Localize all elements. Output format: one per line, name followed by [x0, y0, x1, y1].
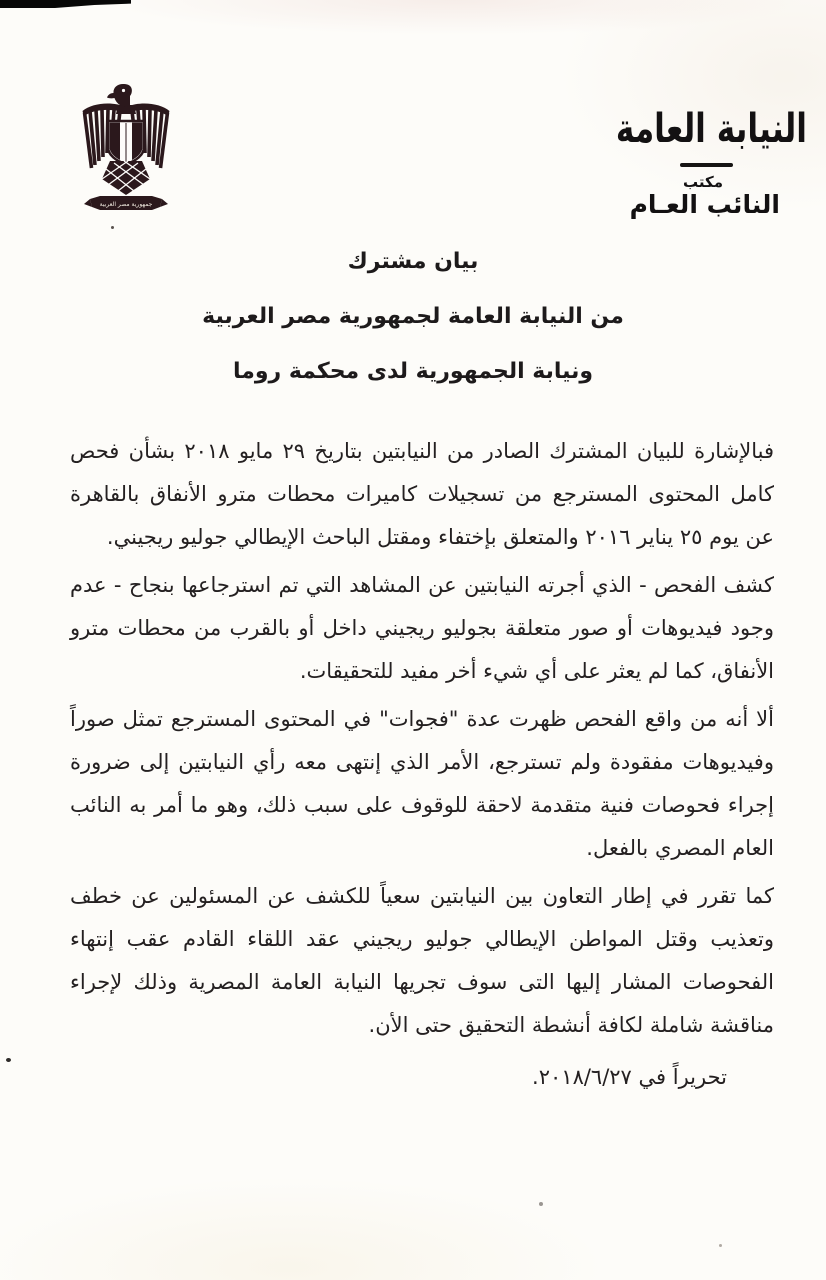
- calligraphy-flourish-underline: [680, 163, 733, 167]
- office-label: مكتب: [682, 173, 723, 191]
- prosecution-calligraphy-logo: النيابة العامة: [615, 106, 807, 152]
- scan-speck: [719, 1244, 722, 1247]
- egypt-coat-of-arms-emblem: [80, 83, 172, 219]
- attorney-general-label: النائب العـام: [629, 190, 780, 219]
- statement-paragraph-2: كشف الفحص - الذي أجرته النيابتين عن المشاهد التي تم استرجاعها بنجاح - عدم وجود فيديوهات أو صور متعلقة بجوليو ريجيني داخل أو بالقرب من محطات مترو الأنفاق، كما لم يعثر على أي شيء أخر مفيد للتحقيقات.: [70, 573, 774, 683]
- statement-title: بيان مشترك: [347, 249, 479, 274]
- scan-speck: [539, 1202, 543, 1206]
- issued-date-line: تحريراً في ٢٠١٨/٦/٢٧.: [532, 1065, 727, 1089]
- statement-subtitle-egypt: من النيابة العامة لجمهورية مصر العربية: [202, 304, 624, 329]
- statement-paragraph-4: كما تقرر في إطار التعاون بين النيابتين سعياً للكشف عن المسئولين عن خطف وتعذيب وقتل المواطن الإيطالي جوليو ريجيني عقد اللقاء القادم عقب إنتهاء الفحوصات المشار إليها التى سوف تجريها النيابة العامة المصرية وذلك لإجراء مناقشة شاملة لكافة أنشطة التحقيق حتى الأن.: [70, 884, 774, 1037]
- title-block: [0, 248, 826, 413]
- scan-speck: [111, 226, 114, 229]
- emblem-banner-text: جمهورية مصر العربية: [99, 201, 153, 208]
- scan-artifact-corner-bar: [0, 0, 131, 8]
- statement-subtitle-rome: ونيابة الجمهورية لدى محكمة روما: [232, 359, 594, 384]
- statement-body: [70, 430, 774, 1099]
- statement-paragraph-3: ألا أنه من واقع الفحص ظهرت عدة "فجوات" في المحتوى المسترجع تمثل صوراً وفيديوهات مفقودة ولم تسترجع، الأمر الذي إنتهى معه رأي النيابتين إلى ضرورة إجراء فحوصات فنية متقدمة لاحقة للوقوف على سبب ذلك، وهو ما أمر به النائب العام المصري بالفعل.: [70, 707, 774, 860]
- statement-paragraph-1: فبالإشارة للبيان المشترك الصادر من النيابتين بتاريخ ٢٩ مايو ٢٠١٨ بشأن فحص كامل المحتوى المسترجع من تسجيلات كاميرات محطات مترو الأنفاق بالقاهرة عن يوم ٢٥ يناير ٢٠١٦ والمتعلق بإختفاء ومقتل الباحث الإيطالي جوليو ريجيني.: [70, 439, 774, 549]
- scan-speck: [6, 1058, 11, 1062]
- eagle-icon: [80, 83, 172, 219]
